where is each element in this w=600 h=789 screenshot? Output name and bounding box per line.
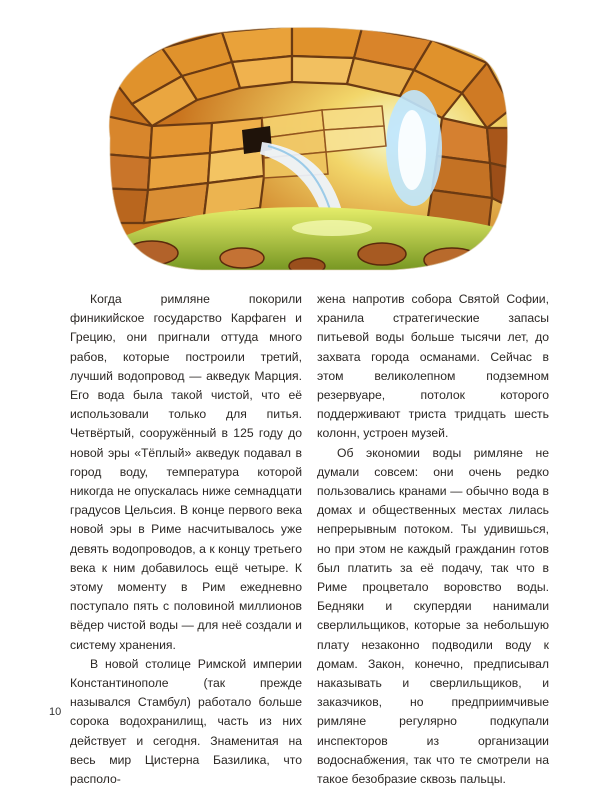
paragraph-water-theft: Об экономии воды римляне не думали совсем: они очень редко пользовались кранами — обычно вода в домах и общественных местах лилась непрерывным потоком. Ты удивишься, но при этом не каждый гражданин готов был платить за её подачу, так что в Риме процветало воровство воды. Бедняки и скупердяи нанимали сверлильщиков, которые за небольшую плату незаконно подводили воду к домам. Закон, конечно, предписывал наказывать и сверлильщиков, и заказчиков, но предприимчивые римляне регулярно подкупали инспекторов из организации водоснабжения, так что те смотрели на такое безобразие сквозь пальцы. [317, 445, 549, 787]
illustration-svg [92, 18, 512, 276]
paragraph-aqueducts: Когда римляне покорили финикийское государство Карфаген и Грецию, они пригнали оттуда много рабов, которые построили третий, лучший водопровод — акведук Марция. Его вода была такой чистой, что её использовали только для питья. Четвёртый, сооружённый в 125 году до новой эры «Тёплый» акведук подавал в город воду, температура которой никогда не опускалась ниже семнадцати градусов Цельсия. В конце первого века новой эры в Риме насчитывалось уже девять водопроводов, а к концу третьего века к ним добавилось ещё четыре. К этому моменту в Рим ежедневно поступало пять с половиной миллионов вёдер чистой воды — для неё создали и систему хранения. [70, 292, 302, 652]
page-number: 10 [49, 706, 62, 718]
aqueduct-tunnel-illustration [92, 18, 512, 276]
paragraph-basilica-cistern: жена напротив собора Святой Софии, хранила стратегические запасы питьевой воды больше тысячи лет, до захвата города османами. Сейчас в этом великолепном подземном резервуаре, потолок которого поддерживают триста тридцать шесть колонн, устроен музей. [317, 292, 549, 441]
left-text-column [70, 290, 302, 789]
paragraph-constantinople: В новой столице Римской империи Константинополе (так прежде назывался Стамбул) работало больше сорока водохранилищ, часть из них действует и сегодня. Знаменитая на весь мир Цистерна Базилика, что располо- [70, 656, 302, 787]
right-text-column [317, 290, 549, 789]
